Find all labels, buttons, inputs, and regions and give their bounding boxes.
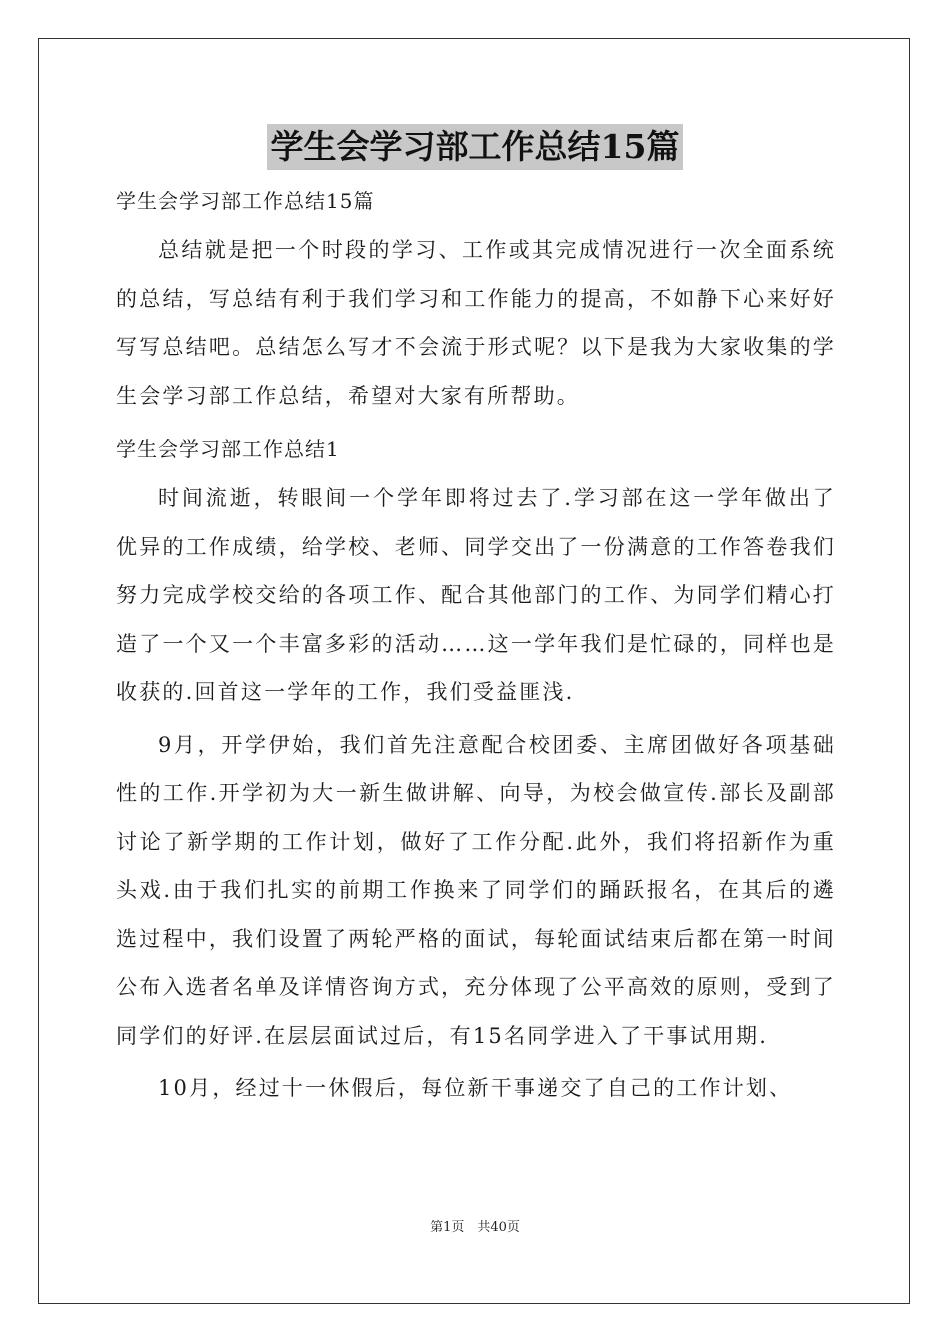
document-title: 学生会学习部工作总结15篇 — [267, 124, 684, 170]
body-paragraph-1: 时间流逝，转眼间一个学年即将过去了.学习部在这一学年做出了优异的工作成绩，给学校、老师、同学交出了一份满意的工作答卷我们努力完成学校交给的各项工作、配合其他部门的工作、为同学们精心打造了一个又一个丰富多彩的活动……这一学年我们是忙碌的，同样也是收获的.回首这一学年的工作，我们受益匪浅. — [116, 486, 836, 704]
body-paragraph-3: 10月，经过十一休假后，每位新干事递交了自己的工作计划、 — [158, 1076, 793, 1100]
intro-paragraph: 总结就是把一个时段的学习、工作或其完成情况进行一次全面系统的总结，写总结有利于我们学习和工作能力的提高，不如静下心来好好写写总结吧。总结怎么写才不会流于形式呢？以下是我为大家收集的学生会学习部工作总结，希望对大家有所帮助。 — [116, 238, 836, 408]
page-footer: 第1页 共40页 — [430, 1220, 520, 1235]
document-body — [116, 176, 836, 1117]
document-subtitle: 学生会学习部工作总结15篇 — [116, 189, 375, 213]
title-container — [0, 124, 950, 170]
body-paragraph-2: 9月，开学伊始，我们首先注意配合校团委、主席团做好各项基础性的工作.开学初为大一新生做讲解、向导，为校会做宣传.部长及副部讨论了新学期的工作计划，做好了工作分配.此外，我们将招新作为重头戏.由于我们扎实的前期工作换来了同学们的踊跃报名，在其后的遴选过程中，我们设置了两轮严格的面试，每轮面试结束后都在第一时间公布入选者名单及详情咨询方式，充分体现了公平高效的原则，受到了同学们的好评.在层层面试过后，有15名同学进入了干事试用期. — [116, 732, 836, 1048]
section-heading: 学生会学习部工作总结1 — [116, 437, 340, 461]
